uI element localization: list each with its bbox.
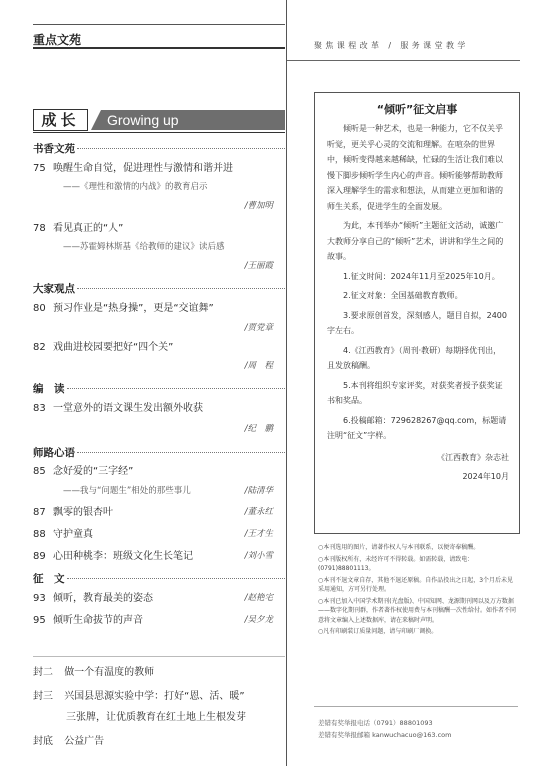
category-heading: 编 读	[33, 380, 285, 396]
contact-email[interactable]: 差错有奖举报邮箱 kanwuchacuo@163.com	[318, 731, 452, 739]
toc-entry[interactable]	[33, 341, 285, 355]
section-bar	[33, 47, 285, 49]
cover-key: 封底	[33, 736, 53, 747]
toc-entry[interactable]	[33, 614, 285, 628]
cover-entry[interactable]	[33, 735, 285, 749]
notice-body	[327, 121, 509, 485]
toc-entry[interactable]	[33, 162, 285, 176]
legal-note: ○本刊版权所有，未经许可不得转载。如需转载，请致电：(0791)88801113。	[318, 555, 474, 572]
toc-entry[interactable]	[33, 222, 285, 236]
legal-note: ○本刊选用的图片，请著作权人与本刊联系，以便寄奉稿酬。	[318, 544, 480, 551]
article-author: /赵艳宅	[244, 593, 273, 603]
cover-entry[interactable]	[33, 666, 285, 680]
column-banner	[33, 109, 285, 131]
notice-paragraph: 为此，本刊举办“倾听”主题征文活动，诚邀广大教师分享自己的“倾听”艺术，讲讲和学生之间的故事。	[327, 221, 504, 261]
toc-entry[interactable]	[33, 506, 285, 520]
article-title: 一堂意外的语文课生发出额外收获	[53, 403, 203, 414]
article-title: 守护童真	[53, 529, 93, 540]
article-subtitle-author	[33, 485, 285, 498]
page-number: 78	[33, 223, 46, 234]
article-author: /董永红	[244, 507, 273, 517]
journal-tagline: 聚焦课程改革 / 服务课堂教学	[314, 41, 469, 50]
notes-rule	[314, 706, 518, 707]
notice-paragraph: 2.征文对象：全国基础教育教师。	[343, 291, 463, 300]
page-number: 75	[33, 163, 46, 174]
page-number: 80	[33, 303, 46, 314]
article-author: /刘小雪	[244, 551, 273, 561]
top-rule	[33, 24, 285, 25]
banner-rule	[33, 132, 285, 133]
article-author: /纪 鹏	[244, 424, 273, 434]
legal-note: ○凡有印刷装订质量问题，请与印刷厂调换。	[318, 628, 438, 635]
cover-key: 封二	[33, 667, 53, 678]
notice-paragraph: 4.《江西教育》（周刊·教研）每期择优刊出，且发放稿酬。	[327, 345, 502, 370]
article-title: 倾听，教育最美的姿态	[53, 593, 153, 604]
notice-paragraph: 5.本刊将组织专家评奖，对获奖者授予获奖证书和奖品。	[327, 380, 503, 405]
cover-key: 封三	[33, 691, 53, 702]
page-number: 89	[33, 551, 46, 562]
toc-entry[interactable]	[33, 302, 285, 316]
page-number: 93	[33, 593, 46, 604]
banner-en: Growing up	[107, 112, 179, 128]
category-heading: 书香文苑	[33, 140, 285, 156]
page-number: 87	[33, 507, 46, 518]
banner-cn: 成长	[33, 109, 88, 131]
article-title: 倾听生命拔节的声音	[53, 615, 143, 626]
cover-text: 做一个有温度的教师	[64, 667, 155, 678]
page-number: 85	[33, 466, 46, 477]
cover-entry[interactable]	[33, 690, 285, 704]
article-author: /王才生	[244, 529, 273, 539]
cover-entry-continued	[33, 711, 285, 725]
page-number: 83	[33, 403, 46, 414]
notice-paragraph: 1.征文时间：2024年11月至2025年10月。	[343, 271, 500, 281]
toc-entry[interactable]	[33, 550, 285, 564]
tagline-rule	[287, 60, 520, 61]
article-author: /王丽霞	[244, 261, 273, 271]
cover-text: 三张牌，让优质教育在红土地上生根发芽	[66, 712, 246, 723]
article-title: 预习作业是“热身操”，更是“交谊舞”	[53, 303, 214, 314]
error-report-contacts	[318, 717, 518, 741]
notice-paragraph: 倾听是一种艺术，也是一种能力，它不仅关乎听觉，更关乎心灵的交流和理解。在喧杂的世界中，倾听变得越来越稀缺，忙碌的生活让我们难以慢下脚步倾听学生内心的声音。倾听能够帮助教师深入理解学生的需求和想法，从而建立更加和谐的师生关系，促进学生的全面发展。	[327, 124, 503, 211]
legal-note: ○本刊不退文章自存，其他不退还原稿。自作品投出之日起，3个月后未见采用通知，方可另行处理。	[318, 576, 514, 593]
cover-text: 公益广告	[64, 736, 105, 747]
notice-paragraph: 6.投稿邮箱：729628267@qq.com，标题请注明“征文”字样。	[327, 415, 507, 440]
notice-signature: 《江西教育》杂志社	[437, 452, 509, 462]
article-author: /周 程	[244, 361, 273, 371]
page-number: 95	[33, 615, 46, 626]
article-title: 唤醒生命自觉，促进理性与激情和谐并进	[53, 163, 233, 174]
article-title: 念好爱的“三字经”	[53, 466, 134, 477]
toc-entry[interactable]	[33, 465, 285, 479]
cover-divider	[33, 656, 285, 657]
notice-paragraph: 3.要求原创首发，深刻感人，题目自拟，2400字左右。	[327, 310, 507, 335]
article-author: /陆清华	[244, 486, 273, 496]
legal-note: ○本刊已加入中国学术期刊(光盘版)、中国知网、龙源期刊网以及万方数据——数字化期刊群，作者著作权使用费与本刊稿酬一次性给付。如作者不同意将文章编入上述数据库，请在来稿时声明。	[318, 597, 517, 624]
notice-title: “倾听”征文启事	[376, 103, 458, 116]
article-title: 戏曲进校园要把好“四个关”	[53, 342, 174, 353]
cover-text: 兴国县思源实验中学：打好“恩、活、暖”	[64, 691, 245, 702]
article-title: 飘零的银杏叶	[53, 507, 113, 518]
category-heading: 大家观点	[33, 280, 285, 296]
page-divider	[286, 0, 287, 766]
notice-date: 2024年10月	[462, 472, 509, 481]
page-number: 88	[33, 529, 46, 540]
legal-notes	[318, 543, 518, 637]
section-title: 重点文苑	[33, 33, 82, 47]
article-title: 心田种桃李：班级文化生长笔记	[53, 551, 193, 562]
article-subtitle: ——《理性和激情的内战》的教育启示	[63, 182, 208, 192]
toc-entry[interactable]	[33, 402, 285, 416]
page-number: 82	[33, 342, 46, 353]
article-title: 看见真正的“人”	[53, 223, 124, 234]
article-subtitle: ——苏霍姆林斯基《给教师的建议》读后感	[63, 242, 225, 252]
article-author: /吴夕龙	[244, 615, 273, 625]
article-author: /贾党章	[244, 323, 273, 333]
category-heading: 师路心语	[33, 444, 285, 460]
article-subtitle: ——我与“问题生”相处的那些事儿	[63, 486, 191, 496]
article-author: /曹加明	[244, 201, 273, 211]
contact-phone: 差错有奖举报电话（0791）88801093	[318, 719, 433, 727]
table-of-contents	[33, 140, 285, 628]
toc-entry[interactable]	[33, 528, 285, 542]
toc-entry[interactable]	[33, 592, 285, 606]
category-heading: 征 文	[33, 570, 285, 586]
call-for-papers-box	[314, 92, 520, 534]
